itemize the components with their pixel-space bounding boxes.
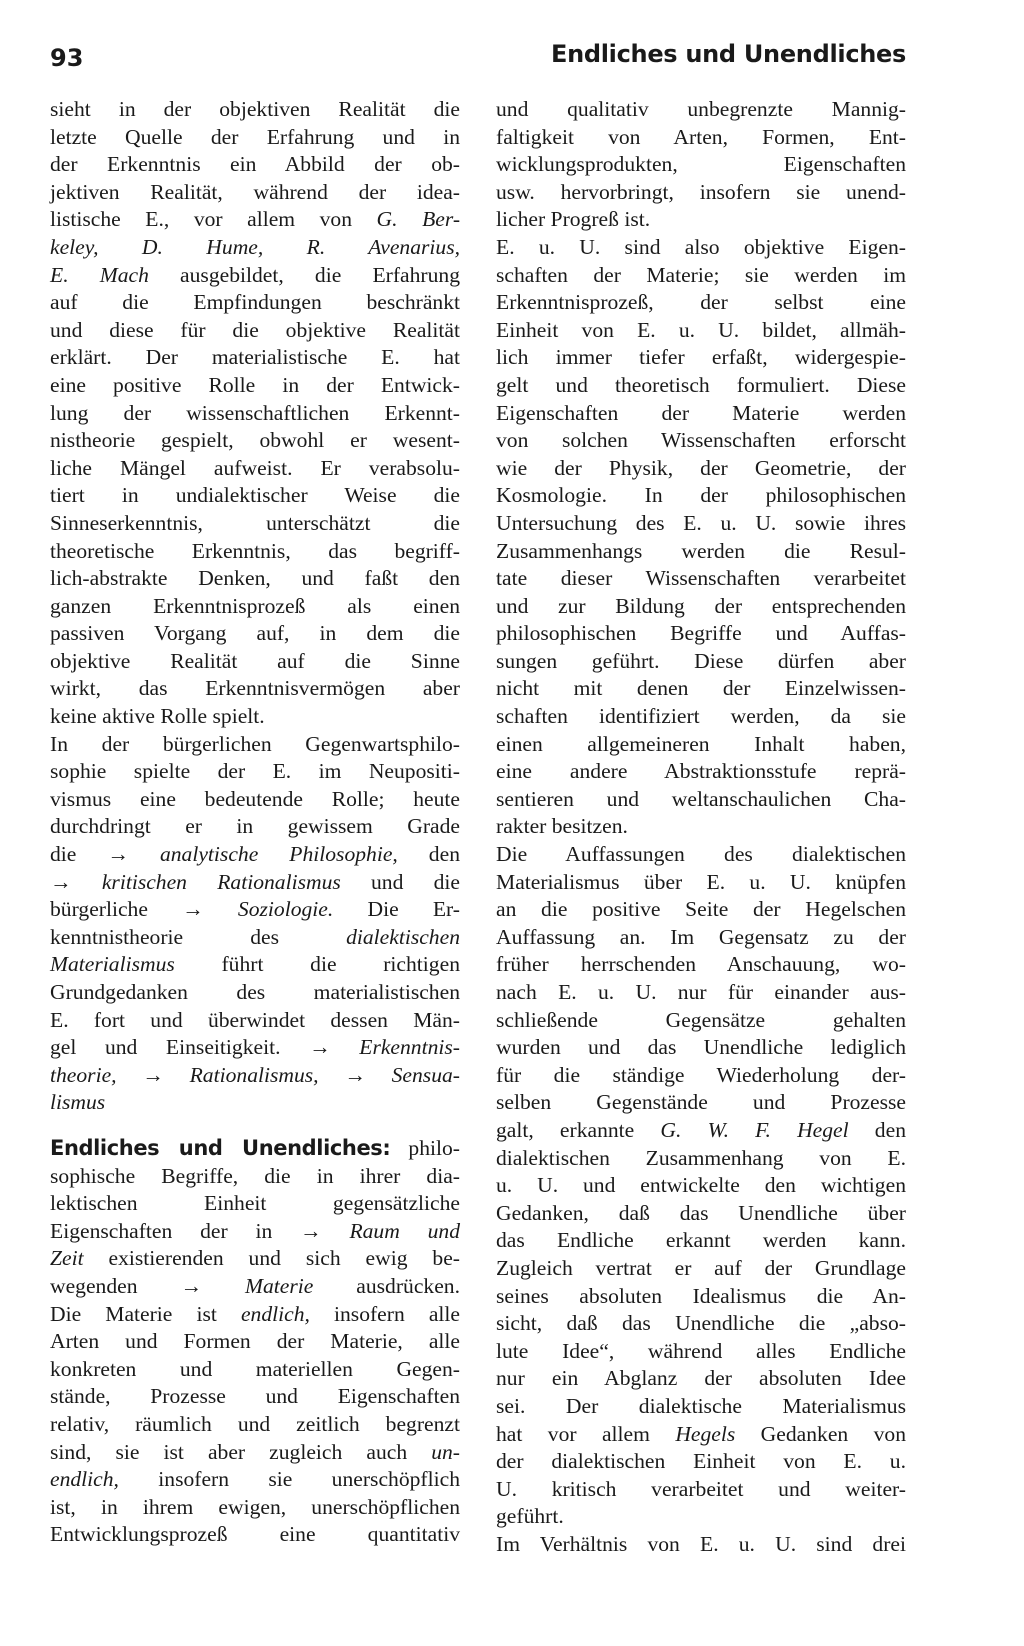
running-head: Endliches und Unendliches (551, 40, 906, 68)
right-column (496, 96, 906, 1558)
text-line: tiert in undialektischer Weise die (50, 483, 460, 508)
text-line: → kritischen Rationalismus und die (50, 869, 460, 894)
text-line: nur ein Abglanz der absoluten Idee (496, 1366, 906, 1391)
text-line: sind, sie ist aber zugleich auch un- (50, 1439, 460, 1464)
text-line: Eigenschaften der Materie werden (496, 400, 906, 425)
text-line: bürgerliche → Soziologie. Die Er- (50, 897, 460, 922)
text-line: nach E. u. U. nur für einander aus- (496, 980, 906, 1004)
text-line: keley, D. Hume, R. Avenarius, (50, 234, 460, 259)
text-line: Die Auffassungen des dialektischen (496, 842, 906, 867)
text-line: objektive Realität auf die Sinne (50, 648, 460, 673)
text-line: seines absoluten Idealismus die An- (496, 1283, 906, 1308)
text-line: tate dieser Wissenschaften verarbeitet (496, 566, 906, 591)
text-line: Einheit von E. u. U. bildet, allmäh- (496, 317, 906, 342)
text-line: relativ, räumlich und zeitlich begrenzt (50, 1411, 460, 1436)
text-line: eine positive Rolle in der Entwick- (50, 372, 460, 397)
text-line: jektiven Realität, während der idea- (50, 179, 460, 204)
text-line: passiven Vorgang auf, in dem die (50, 621, 460, 646)
text-line: Im Verhältnis von E. u. U. sind drei (496, 1531, 906, 1556)
text-line: und qualitativ unbegrenzte Mannig- (496, 97, 906, 121)
text-line: für die ständige Wiederholung der- (496, 1062, 906, 1087)
text-line: sophie spielte der E. im Neupositi- (50, 759, 460, 784)
text-line: Endliches und Unendliches: philo- (50, 1135, 460, 1160)
text-line: U. kritisch verarbeitet und weiter- (496, 1476, 906, 1501)
text-line: sungen geführt. Diese dürfen aber (496, 648, 906, 673)
text-line: u. U. und entwickelte den wichtigen (496, 1173, 906, 1198)
text-line: Eigenschaften der in → Raum und (50, 1218, 460, 1243)
text-line: Gedanken, daß das Unendliche über (496, 1200, 906, 1225)
text-line: erklärt. Der materialistische E. hat (50, 345, 460, 370)
text-line: Zusammenhangs werden die Resul- (496, 538, 906, 563)
text-line: nicht mit denen der Einzelwissen- (496, 676, 906, 701)
text-line: Erkenntnisprozeß, der selbst eine (496, 290, 906, 315)
text-line: vismus eine bedeutende Rolle; heute (50, 786, 460, 811)
text-line: Kosmologie. In der philosophischen (496, 483, 906, 508)
text-line: Zeit existierenden und sich ewig be- (50, 1246, 460, 1271)
text-line: Untersuchung des E. u. U. sowie ihres (496, 510, 906, 535)
text-line: durchdringt er in gewissem Grade (50, 814, 460, 839)
text-line: eine andere Abstraktionsstufe reprä- (496, 759, 906, 784)
text-line: früher herrschenden Anschauung, wo- (496, 952, 906, 977)
text-line: sieht in der objektiven Realität die (50, 97, 460, 121)
entry-separator (50, 1117, 460, 1135)
text-line: von solchen Wissenschaften erforscht (496, 428, 906, 453)
text-line: sei. Der dialektische Materialismus (496, 1393, 906, 1418)
text-line: sophische Begriffe, die in ihrer dia- (50, 1163, 460, 1188)
text-line: E. u. U. sind also objektive Eigen- (496, 234, 906, 259)
text-line: Zugleich vertrat er auf der Grundlage (496, 1255, 906, 1280)
text-line: rakter besitzen. (496, 814, 628, 839)
text-line: nistheorie gespielt, obwohl er wesent- (50, 428, 460, 453)
left-column (50, 96, 460, 1549)
text-line: sentieren und weltanschaulichen Cha- (496, 786, 906, 811)
text-line: selben Gegenstände und Prozesse (496, 1090, 906, 1115)
text-line: lung der wissenschaftlichen Erkennt- (50, 400, 460, 425)
text-line: E. Mach ausgebildet, die Erfahrung (50, 262, 460, 287)
text-line: ganzen Erkenntnisprozeß als einen (50, 593, 460, 618)
text-line: In der bürgerlichen Gegenwartsphilo- (50, 731, 460, 756)
text-line: kenntnistheorie des dialektischen (50, 924, 460, 949)
text-line: lute Idee“, während alles Endliche (496, 1338, 906, 1363)
text-line: Auffassung an. Im Gegensatz zu der (496, 924, 906, 949)
text-line: Grundgedanken des materialistischen (50, 980, 460, 1004)
text-line: faltigkeit von Arten, Formen, Ent- (496, 124, 906, 149)
text-line: wicklungsprodukten, Eigenschaften (496, 152, 906, 177)
text-line: einen allgemeineren Inhalt haben, (496, 731, 906, 756)
text-line: licher Progreß ist. (496, 207, 651, 232)
text-line: gel und Einseitigkeit. → Erkenntnis- (50, 1035, 460, 1060)
text-line: der Erkenntnis ein Abbild der ob- (50, 152, 460, 177)
text-line: dialektischen Zusammenhang von E. (496, 1145, 906, 1170)
text-line: Die Materie ist endlich, insofern alle (50, 1301, 460, 1326)
text-line: wegenden → Materie ausdrücken. (50, 1273, 460, 1298)
text-line: die → analytische Philosophie, den (50, 842, 460, 867)
text-line: schließende Gegensätze gehalten (496, 1007, 906, 1032)
text-line: Materialismus über E. u. U. knüpfen (496, 869, 906, 894)
text-line: ist, in ihrem ewigen, unerschöpflichen (50, 1494, 460, 1519)
text-line: E. fort und überwindet dessen Män- (50, 1007, 460, 1032)
text-line: galt, erkannte G. W. F. Hegel den (496, 1117, 906, 1142)
text-line: hat vor allem Hegels Gedanken von (496, 1421, 906, 1446)
text-line: geführt. (496, 1504, 564, 1529)
text-line: liche Mängel aufweist. Er verabsolu- (50, 455, 460, 480)
text-line: lich immer tiefer erfaßt, widergespie- (496, 345, 906, 370)
text-line: schaften identifiziert werden, da sie (496, 704, 906, 729)
text-line: schaften der Materie; sie werden im (496, 262, 906, 287)
text-line: das Endliche erkannt werden kann. (496, 1228, 906, 1253)
text-line: und diese für die objektive Realität (50, 317, 460, 342)
text-line: wie der Physik, der Geometrie, der (496, 455, 906, 480)
text-line: an die positive Seite der Hegelschen (496, 897, 906, 922)
text-line: lismus (50, 1090, 106, 1115)
text-line: Materialismus führt die richtigen (50, 952, 460, 977)
text-line: Sinneserkenntnis, unterschätzt die (50, 510, 460, 535)
text-line: philosophischen Begriffe und Auffas- (496, 621, 906, 646)
text-line: sicht, daß das Unendliche die „abso- (496, 1311, 906, 1336)
text-line: keine aktive Rolle spielt. (50, 704, 265, 729)
text-line: theoretische Erkenntnis, das begriff- (50, 538, 460, 563)
text-line: listische E., vor allem von G. Ber- (50, 207, 461, 232)
text-line: usw. hervorbringt, insofern sie unend- (496, 179, 906, 204)
text-line: der dialektischen Einheit von E. u. (496, 1449, 906, 1474)
text-line: auf die Empfindungen beschränkt (50, 290, 460, 315)
text-line: gelt und theoretisch formuliert. Diese (496, 372, 906, 397)
text-line: lektischen Einheit gegensätzliche (50, 1191, 460, 1216)
text-line: Arten und Formen der Materie, alle (50, 1329, 460, 1354)
text-line: und zur Bildung der entsprechenden (496, 593, 906, 618)
text-line: Entwicklungsprozeß eine quantitativ (50, 1522, 460, 1547)
text-line: endlich, insofern sie unerschöpflich (50, 1467, 460, 1492)
page-number: 93 (50, 44, 84, 72)
text-line: wirkt, das Erkenntnisvermögen aber (50, 676, 460, 701)
text-line: letzte Quelle der Erfahrung und in (50, 124, 460, 149)
text-line: stände, Prozesse und Eigenschaften (50, 1384, 460, 1409)
text-line: lich-abstrakte Denken, und faßt den (50, 566, 460, 591)
text-line: konkreten und materiellen Gegen- (50, 1356, 460, 1381)
text-line: theorie, → Rationalismus, → Sensua- (50, 1062, 460, 1087)
text-line: wurden und das Unendliche lediglich (496, 1035, 906, 1060)
